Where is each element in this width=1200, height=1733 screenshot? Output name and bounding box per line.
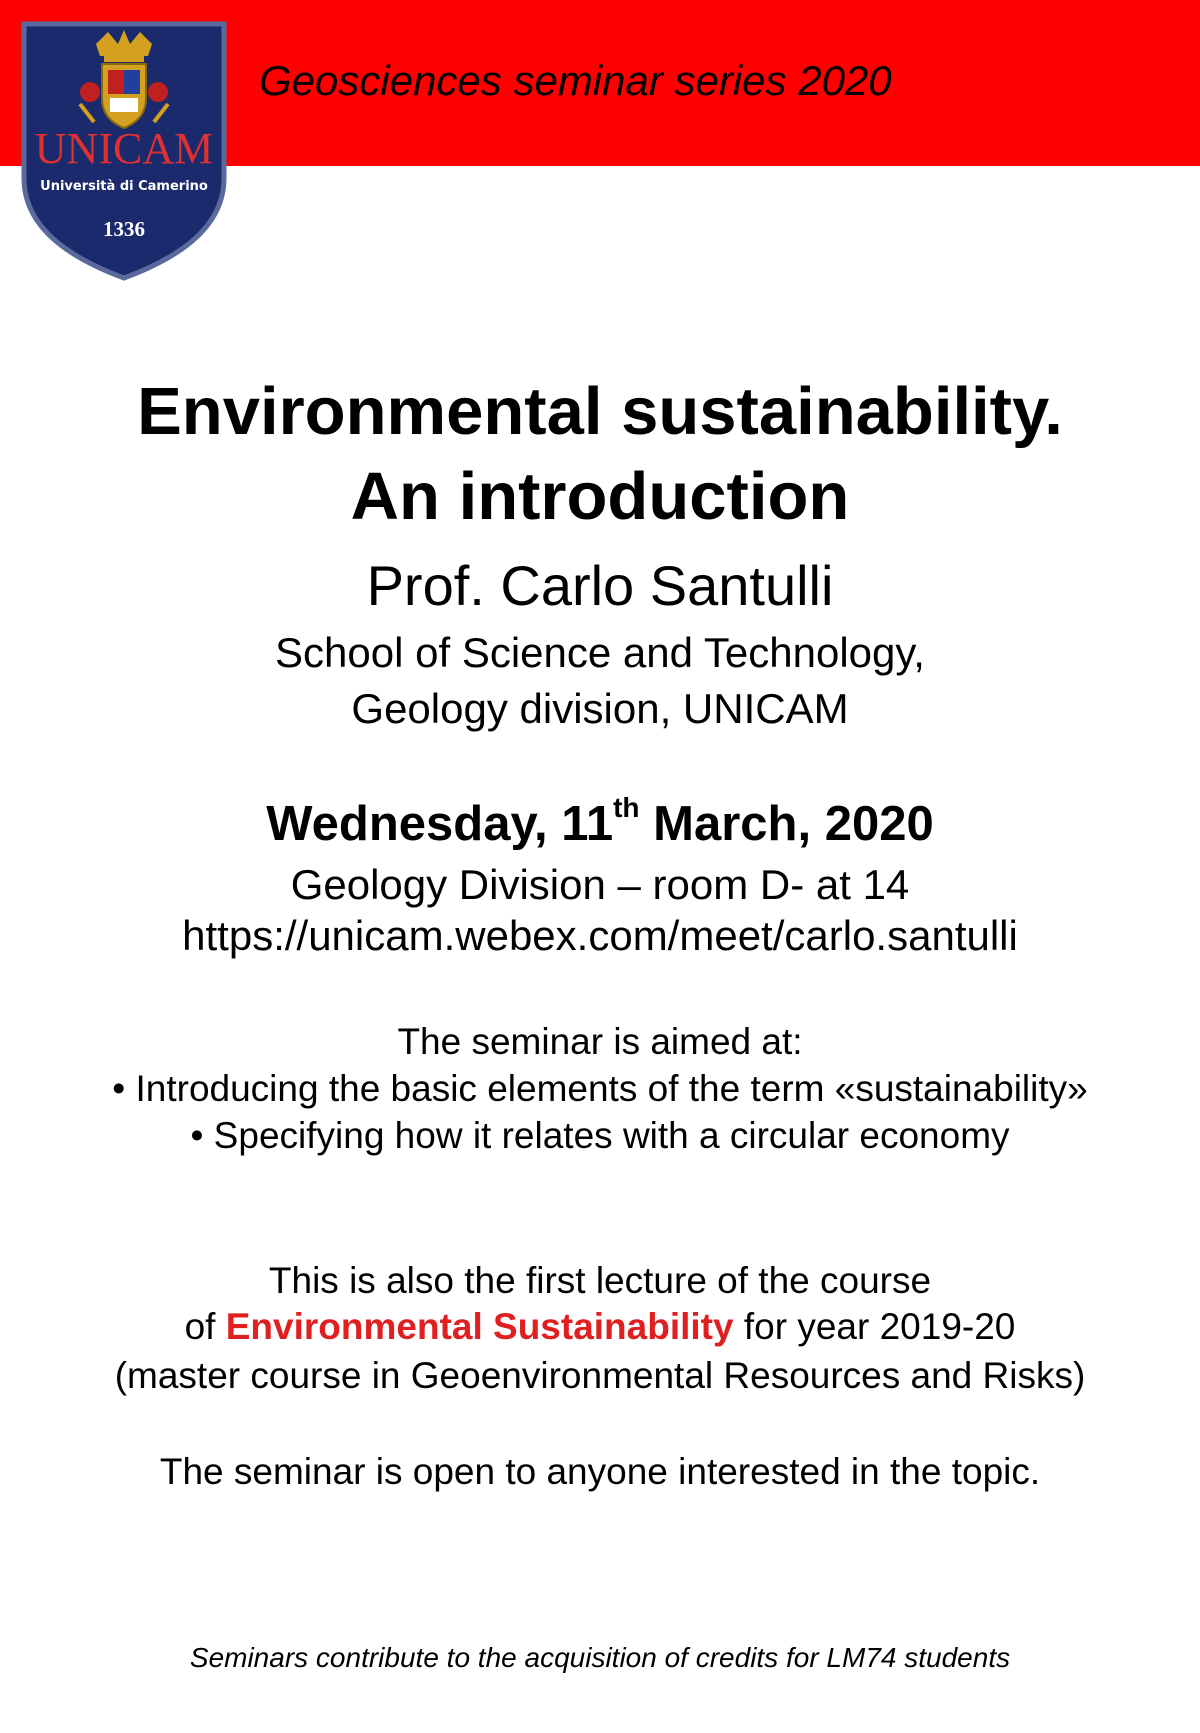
course-line3: (master course in Geoenvironmental Resources and Risks): [114, 1355, 1086, 1396]
course-line2: [0, 1302, 1200, 1351]
unicam-logo: [18, 18, 230, 283]
date-sup: th: [613, 791, 640, 823]
footer-note: Seminars contribute to the acquisition of credits for LM74 students: [189, 1642, 1011, 1673]
affiliation-line1: School of Science and Technology,: [275, 629, 925, 676]
aims-intro: The seminar is aimed at:: [397, 1021, 803, 1062]
date-prefix: Wednesday, 11: [266, 797, 614, 851]
course-line2-suffix: for year 2019-20: [733, 1306, 1016, 1347]
series-title: Geosciences seminar series 2020: [259, 57, 892, 104]
open-note: The seminar is open to anyone interested in the topic.: [159, 1451, 1041, 1492]
event-location: Geology Division – room D- at 14: [290, 861, 910, 908]
course-name-highlight: Environmental Sustainability: [225, 1306, 734, 1347]
course-line2-prefix: of: [184, 1306, 226, 1347]
event-date: [0, 791, 1200, 854]
affiliation-line2: Geology division, UNICAM: [351, 685, 849, 732]
logo-subtitle: Università di Camerino: [40, 179, 208, 194]
logo-name: UNICAM: [34, 124, 214, 173]
date-suffix: March, 2020: [639, 797, 934, 851]
speaker-name: Prof. Carlo Santulli: [366, 554, 834, 617]
logo-year: 1336: [103, 217, 145, 241]
seminar-title-line2: An introduction: [350, 459, 850, 534]
aims-item: • Introducing the basic elements of the term «sustainability»: [112, 1068, 1088, 1109]
seminar-title-line1: Environmental sustainability.: [137, 374, 1063, 449]
course-line1: This is also the first lecture of the course: [268, 1260, 932, 1301]
event-url[interactable]: https://unicam.webex.com/meet/carlo.santulli: [182, 912, 1018, 959]
aims-item: • Specifying how it relates with a circular economy: [190, 1115, 1010, 1156]
